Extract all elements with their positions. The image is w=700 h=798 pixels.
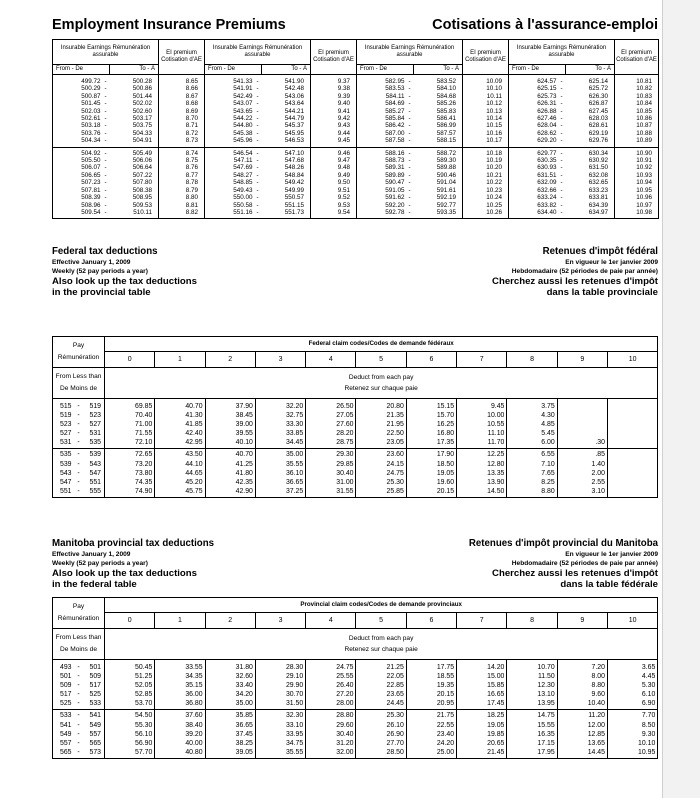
earnings-from: 499.72 500.29 500.87 501.45 502.03 502.61 503.18 503.76 504.34 [53, 75, 102, 148]
head-to: To - À [414, 65, 463, 75]
deduction-value: 32.30 33.10 33.95 34.75 35.55 [255, 710, 305, 758]
note-en-2: in the provincial table [52, 287, 151, 298]
claim-code: 8 [507, 612, 557, 628]
earnings-from: 624.57 625.15 625.73 626.31 626.88 627.46 628.04 628.62 629.20 [509, 75, 558, 148]
deduction-value: 21.25 22.05 22.85 23.65 24.45 [356, 660, 406, 710]
claim-code: 8 [507, 351, 557, 367]
deduction-value: 12.25 12.80 13.35 13.90 14.50 [457, 449, 507, 497]
claim-code: 4 [306, 612, 356, 628]
range-dash: - - - - - - - - - [254, 147, 262, 219]
range-dash: - - - - - [75, 449, 83, 497]
earnings-to: 505.49 506.06 506.64 507.22 507.80 508.38 508.95 509.53 510.11 [110, 147, 159, 219]
claim-code: 4 [306, 351, 356, 367]
from-less-than-label: From Less than [55, 373, 102, 380]
claim-code: 2 [205, 612, 255, 628]
deduction-value: 37.60 38.40 39.20 40.00 40.80 [155, 710, 205, 758]
claim-code: 7 [457, 612, 507, 628]
range-dash: - - - - - - - - - [406, 147, 414, 219]
deduction-value: .85 1.40 2.00 2.55 3.10 [557, 449, 607, 497]
deduction-value: 9.45 10.00 10.55 11.10 11.70 [457, 399, 507, 449]
note-en-1: Also look up the tax deductions [52, 276, 197, 287]
claim-code: 5 [356, 612, 406, 628]
claim-code: 0 [105, 612, 155, 628]
pay-label: Pay [72, 603, 85, 610]
deduct-label-fr: Retenez sur chaque paie [344, 646, 418, 653]
deduction-value: 24.75 25.55 26.40 27.20 28.00 [306, 660, 356, 710]
deduction-value: 14.20 15.00 15.85 16.65 17.45 [457, 660, 507, 710]
effective-date-fr: En vigueur le 1er janvier 2009 [565, 259, 658, 266]
earnings-to: 630.34 630.92 631.50 632.08 632.65 633.23 633.81 634.39 634.97 [566, 147, 615, 219]
page-header [52, 17, 658, 37]
range-dash: - - - - - - - - - [102, 147, 110, 219]
tax-row-group [53, 660, 658, 710]
manitoba-tax-table [52, 597, 658, 759]
head-premium: EI premium Cotisation d'AE [311, 40, 357, 75]
claim-code: 1 [155, 612, 205, 628]
deduction-value: 29.30 29.85 30.40 31.00 31.55 [306, 449, 356, 497]
deduction-value: 26.50 27.05 27.60 28.20 28.75 [306, 399, 356, 449]
premium-value: 10.90 10.91 10.92 10.93 10.94 10.95 10.96 10.97 10.98 [615, 147, 659, 219]
federal-title-en: Federal tax deductions [52, 246, 158, 257]
claim-code: 5 [356, 351, 406, 367]
from-less-than-label: From Less than [55, 634, 102, 641]
deduction-value: 43.50 44.10 44.65 45.20 45.75 [155, 449, 205, 497]
deduction-value: 31.80 32.60 33.40 34.20 35.00 [205, 660, 255, 710]
deduction-value: 33.55 34.35 35.15 36.00 36.80 [155, 660, 205, 710]
remuneration-label: Rémunération [57, 354, 100, 361]
range-dash: - - - - - - - - - [406, 75, 414, 148]
deduction-value: 17.90 18.50 19.05 19.60 20.15 [406, 449, 456, 497]
deduction-value: 54.50 55.30 56.10 56.90 57.70 [105, 710, 155, 758]
premium-value: 10.81 10.82 10.83 10.84 10.85 10.86 10.87 10.88 10.89 [615, 75, 659, 148]
federal-caption [52, 246, 658, 326]
claim-code: 9 [557, 612, 607, 628]
earnings-from: 629.77 630.35 630.93 631.51 632.09 632.66 633.24 633.82 634.40 [509, 147, 558, 219]
pay-less-than: 539 543 547 551 555 [83, 449, 105, 497]
pay-header [53, 337, 105, 368]
head-from: From - De [357, 65, 414, 75]
premium-row-group [53, 147, 659, 219]
range-dash: - - - - - - - - - [254, 75, 262, 148]
ei-premium-table [52, 39, 659, 219]
premium-value: 10.18 10.19 10.20 10.21 10.22 10.23 10.24 10.25 10.26 [463, 147, 509, 219]
from-less-than-header [53, 368, 105, 399]
de-moins-de-label: De Moins de [59, 385, 98, 392]
claim-code: 0 [105, 351, 155, 367]
pay-less-than: 541 549 557 565 573 [83, 710, 105, 758]
head-from: From - De [509, 65, 566, 75]
earnings-from: 546.54 547.11 547.69 548.27 548.85 549.43 550.00 550.58 551.16 [205, 147, 254, 219]
deduction-value: 28.80 29.60 30.40 31.20 32.00 [306, 710, 356, 758]
claim-code: 7 [457, 351, 507, 367]
premium-value: 9.37 9.38 9.39 9.40 9.41 9.42 9.43 9.44 9.45 [311, 75, 357, 148]
effective-date-fr: En vigueur le 1er janvier 2009 [565, 551, 658, 558]
premium-value: 9.46 9.47 9.48 9.49 9.50 9.51 9.52 9.53 9.54 [311, 147, 357, 219]
head-earnings: Insurable Earnings Rémunération assurable [509, 40, 615, 65]
head-earnings: Insurable Earnings Rémunération assurable [53, 40, 159, 65]
pay-header [53, 598, 105, 629]
deduction-value: 40.70 41.25 41.80 42.35 42.90 [205, 449, 255, 497]
deduction-value: 28.30 29.10 29.90 30.70 31.50 [255, 660, 305, 710]
claim-codes-header: Federal claim codes/Codes de demande fédéraux [105, 337, 658, 352]
claim-code: 3 [255, 612, 305, 628]
manitoba-title-fr: Retenues d'impôt provincial du Manitoba [468, 538, 658, 549]
earnings-from: 541.33 541.91 542.49 543.07 543.65 544.22 544.80 545.38 545.96 [205, 75, 254, 148]
premium-value: 10.09 10.10 10.11 10.12 10.13 10.14 10.15 10.16 10.17 [463, 75, 509, 148]
range-dash: - - - - - - - - - [102, 75, 110, 148]
earnings-to: 625.14 625.72 626.30 626.87 627.45 628.03 628.61 629.19 629.76 [566, 75, 615, 148]
range-dash: - - - - - [75, 660, 83, 710]
from-less-than-header [53, 629, 105, 660]
effective-date-en: Effective January 1, 2009 [52, 259, 131, 266]
pay-less-than: 519 523 527 531 535 [83, 399, 105, 449]
deduction-value: 69.85 70.40 71.00 71.55 72.10 [105, 399, 155, 449]
earnings-from: 588.16 588.73 589.31 589.89 590.47 591.05 591.62 592.20 592.78 [357, 147, 406, 219]
federal-title-fr: Retenues d'impôt fédéral [542, 246, 658, 257]
deduction-value: 7.20 8.00 8.80 9.60 10.40 [557, 660, 607, 710]
title-en: Employment Insurance Premiums [52, 17, 286, 33]
earnings-to: 583.52 584.10 584.68 585.26 585.83 586.41 586.99 587.57 588.15 [414, 75, 463, 148]
deduction-value: 35.85 36.65 37.45 38.25 39.05 [205, 710, 255, 758]
pay-period-en: Weekly (52 pay periods a year) [52, 560, 148, 567]
deduction-value: 40.70 41.30 41.85 42.40 42.95 [155, 399, 205, 449]
deduction-value: 3.75 4.30 4.85 5.45 6.00 [507, 399, 557, 449]
deduction-value: 20.80 21.35 21.95 22.50 23.05 [356, 399, 406, 449]
tax-row-group [53, 449, 658, 497]
range-dash: - - - - - [75, 399, 83, 449]
deduction-value: 17.75 18.55 19.35 20.15 20.95 [406, 660, 456, 710]
deduct-label-en: Deduct from each pay [348, 635, 414, 642]
deduction-value: 6.55 7.10 7.65 8.25 8.80 [507, 449, 557, 497]
deduction-value [607, 399, 657, 449]
head-premium: EI premium Cotisation d'AE [615, 40, 659, 75]
pay-label: Pay [72, 342, 85, 349]
deduct-label-fr: Retenez sur chaque paie [344, 385, 418, 392]
claim-code: 9 [557, 351, 607, 367]
claim-code: 10 [607, 612, 657, 628]
deduct-header [105, 629, 658, 660]
deduction-value: 50.45 51.25 52.05 52.85 53.70 [105, 660, 155, 710]
pay-period-en: Weekly (52 pay periods a year) [52, 268, 148, 275]
deduction-value: 21.75 22.55 23.40 24.20 25.00 [406, 710, 456, 758]
deduction-value: 37.90 38.45 39.00 39.55 40.10 [205, 399, 255, 449]
note-en-1: Also look up the tax deductions [52, 568, 197, 579]
head-from: From - De [53, 65, 110, 75]
earnings-to: 588.72 589.30 589.88 590.46 591.04 591.61 592.19 592.77 593.35 [414, 147, 463, 219]
deduction-value: 15.15 15.70 16.25 16.80 17.35 [406, 399, 456, 449]
deduction-value: 32.20 32.75 33.30 33.85 34.45 [255, 399, 305, 449]
head-earnings: Insurable Earnings Rémunération assurable [357, 40, 463, 65]
de-moins-de-label: De Moins de [59, 646, 98, 653]
deduction-value: 10.70 11.50 12.30 13.10 13.95 [507, 660, 557, 710]
claim-code: 1 [155, 351, 205, 367]
claim-code: 10 [607, 351, 657, 367]
deduction-value: 3.65 4.45 5.30 6.10 6.90 [607, 660, 657, 710]
head-to: To - À [566, 65, 615, 75]
earnings-to: 500.28 500.86 501.44 502.02 502.60 503.17 503.75 504.33 504.91 [110, 75, 159, 148]
pay-from: 493 501 509 517 525 [53, 660, 75, 710]
deduction-value: .30 [557, 399, 607, 449]
head-earnings: Insurable Earnings Rémunération assurable [205, 40, 311, 65]
federal-tax-table [52, 336, 658, 498]
range-dash: - - - - - - - - - [558, 147, 566, 219]
deduction-value: 14.75 15.55 16.35 17.15 17.95 [507, 710, 557, 758]
range-dash: - - - - - [75, 710, 83, 758]
premium-value: 8.65 8.66 8.67 8.68 8.69 8.70 8.71 8.72 8.73 [159, 75, 205, 148]
deduction-value: 23.60 24.15 24.75 25.30 25.85 [356, 449, 406, 497]
deduction-value: 11.20 12.00 12.85 13.65 14.45 [557, 710, 607, 758]
note-fr-2: dans la table provinciale [546, 287, 658, 298]
deduct-header [105, 368, 658, 399]
earnings-from: 582.95 583.53 584.11 584.69 585.27 585.84 586.42 587.00 587.58 [357, 75, 406, 148]
pay-less-than: 501 509 517 525 533 [83, 660, 105, 710]
note-fr-1: Cherchez aussi les retenues d'impôt [492, 276, 658, 287]
deduction-value: 7.70 8.50 9.30 10.10 10.95 [607, 710, 657, 758]
pay-from: 515 519 523 527 531 [53, 399, 75, 449]
claim-code: 6 [406, 612, 456, 628]
earnings-to: 541.90 542.48 543.06 543.64 544.21 544.79 545.37 545.95 546.53 [262, 75, 311, 148]
deduction-value: 35.00 35.55 36.10 36.65 37.25 [255, 449, 305, 497]
effective-date-en: Effective January 1, 2009 [52, 551, 131, 558]
head-to: To - À [262, 65, 311, 75]
claim-code: 6 [406, 351, 456, 367]
head-from: From - De [205, 65, 262, 75]
deduct-label-en: Deduct from each pay [348, 374, 414, 381]
pay-from: 535 539 543 547 551 [53, 449, 75, 497]
note-fr-1: Cherchez aussi les retenues d'impôt [492, 568, 658, 579]
tax-row-group [53, 399, 658, 449]
remuneration-label: Rémunération [57, 615, 100, 622]
head-to: To - À [110, 65, 159, 75]
claim-codes-header: Provincial claim codes/Codes de demande provinciaux [105, 598, 658, 613]
note-en-2: in the federal table [52, 579, 137, 590]
head-premium: EI premium Cotisation d'AE [463, 40, 509, 75]
premium-row-group [53, 75, 659, 148]
deduction-value [607, 449, 657, 497]
title-fr: Cotisations à l'assurance-emploi [432, 17, 658, 33]
deduction-value: 18.25 19.05 19.85 20.65 21.45 [457, 710, 507, 758]
pay-period-fr: Hebdomadaire (52 périodes de paie par année) [511, 268, 658, 275]
range-dash: - - - - - - - - - [558, 75, 566, 148]
premium-value: 8.74 8.75 8.76 8.77 8.78 8.79 8.80 8.81 8.82 [159, 147, 205, 219]
claim-code: 3 [255, 351, 305, 367]
earnings-to: 547.10 547.68 548.26 548.84 549.42 549.99 550.57 551.15 551.73 [262, 147, 311, 219]
earnings-from: 504.92 505.50 506.07 506.65 507.23 507.81 508.39 508.96 509.54 [53, 147, 102, 219]
pay-from: 533 541 549 557 565 [53, 710, 75, 758]
tax-row-group [53, 710, 658, 758]
viewer-background [663, 0, 700, 798]
claim-code: 2 [205, 351, 255, 367]
deduction-value: 25.30 26.10 26.90 27.70 28.50 [356, 710, 406, 758]
deduction-value: 72.65 73.20 73.80 74.35 74.90 [105, 449, 155, 497]
note-fr-2: dans la table fédérale [560, 579, 658, 590]
pay-period-fr: Hebdomadaire (52 périodes de paie par année) [511, 560, 658, 567]
manitoba-title-en: Manitoba provincial tax deductions [52, 538, 215, 549]
head-premium: EI premium Cotisation d'AE [159, 40, 205, 75]
